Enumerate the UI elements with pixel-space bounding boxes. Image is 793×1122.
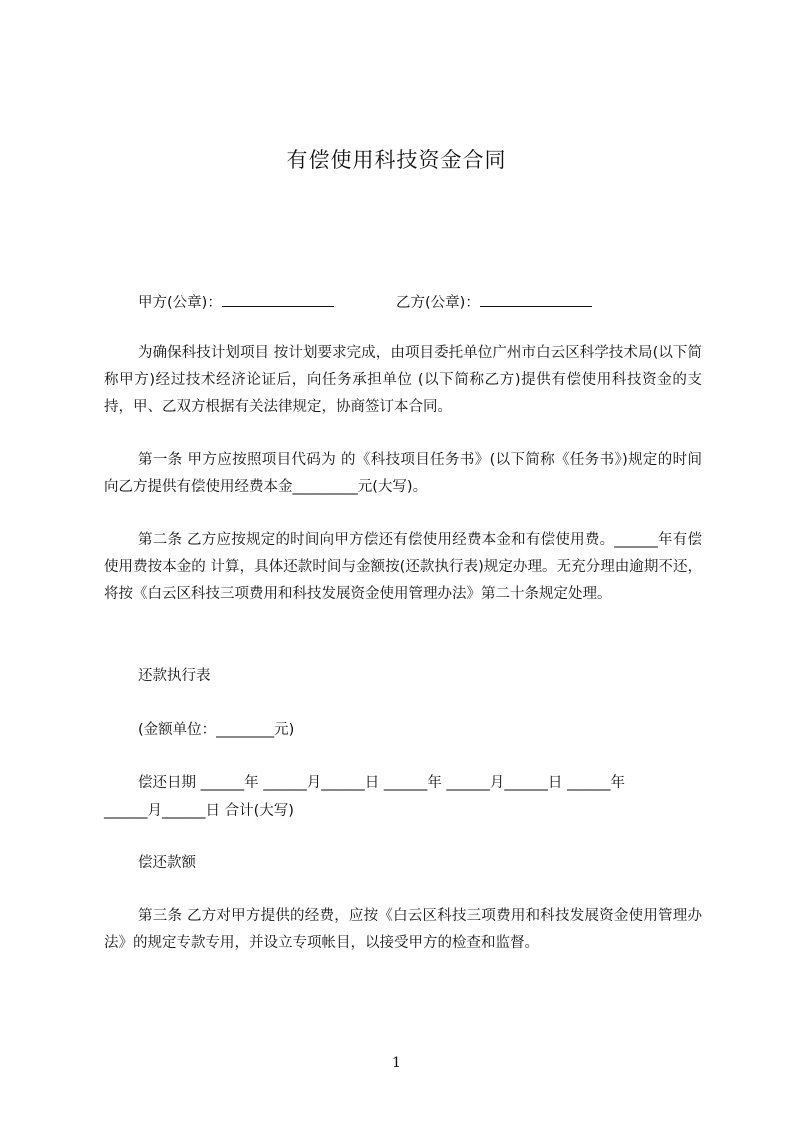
page-number: 1 <box>392 1055 401 1071</box>
document-title: 有偿使用科技资金合同 <box>286 148 507 172</box>
repay-date-line-1: 偿还日期 ______年 ______月______日 ______年 ______月______日 ______年 <box>138 775 626 791</box>
repay-amount-label: 偿还款额 <box>138 855 196 871</box>
article-2-paragraph: 第二条 乙方应按规定的时间向甲方偿还有偿使用经费本金和有偿使用费。______年有偿使用费按本金的 计算，具体还款时间与金额按(还款执行表)规定办理。无充分理由逾期不还，将按《白云区科技三项费用和科技发展资金使用管理办法》第二十条规定处理。 <box>104 532 702 602</box>
article-1-paragraph: 第一条 甲方应按照项目代码为 的《科技项目任务书》(以下简称《任务书》)规定的时间向乙方提供有偿使用经费本金_________元(大写)。 <box>104 452 702 495</box>
schedule-title: 还款执行表 <box>138 668 211 684</box>
amount-unit-line: (金额单位：________元) <box>138 722 295 738</box>
party-b-signature-line <box>396 291 592 312</box>
party-b-blank <box>480 292 592 307</box>
party-b-label: 乙方(公章)： <box>396 295 480 311</box>
party-a-blank <box>222 292 334 307</box>
party-a-signature-line <box>138 291 334 312</box>
article-3-paragraph: 第三条 乙方对甲方提供的经费，应按《白云区科技三项费用和科技发展资金使用管理办法》的规定专款专用，并设立专项帐目，以接受甲方的检查和监督。 <box>104 908 702 951</box>
repay-date-line-2: ______月______日 合计(大写) <box>104 803 294 819</box>
party-a-label: 甲方(公章)： <box>138 295 222 311</box>
intro-paragraph: 为确保科技计划项目 按计划要求完成，由项目委托单位广州市白云区科学技术局(以下简称甲方)经过技术经济论证后，向任务承担单位 (以下简称乙方)提供有偿使用科技资金的支持，甲、乙双方根据有关法律规定，协商签订本合同。 <box>104 345 702 415</box>
